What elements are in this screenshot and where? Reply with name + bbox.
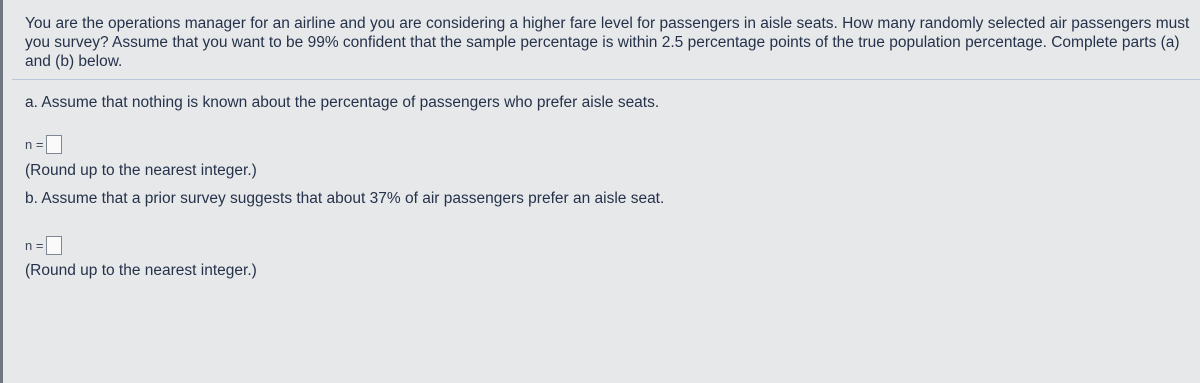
part-a-prompt: a. Assume that nothing is known about the percentage of passengers who prefer aisle seats. (25, 94, 660, 111)
part-a-answer-row (25, 135, 62, 154)
part-a-rounding-hint: (Round up to the nearest integer.) (25, 162, 257, 179)
part-a-n-label: n = (25, 137, 44, 152)
part-b-answer-input[interactable] (46, 236, 62, 255)
part-b-rounding-hint: (Round up to the nearest integer.) (25, 262, 257, 279)
part-a-answer-input[interactable] (46, 135, 62, 154)
section-divider (12, 79, 1200, 80)
question-text: You are the operations manager for an airline and you are considering a higher fare level for passengers in aisle seats. How many randomly selected air passengers must you survey? Assume that you want to be 99% confident that the sample percentage is within 2.5 percentage points of the true population percentage. Complete parts (a) and (b) below. (25, 15, 1190, 70)
part-b-answer-row (25, 236, 62, 255)
part-b-prompt: b. Assume that a prior survey suggests that about 37% of air passengers prefer an aisle seat. (25, 190, 665, 207)
part-b-n-label: n = (25, 238, 44, 253)
left-border (0, 0, 3, 383)
